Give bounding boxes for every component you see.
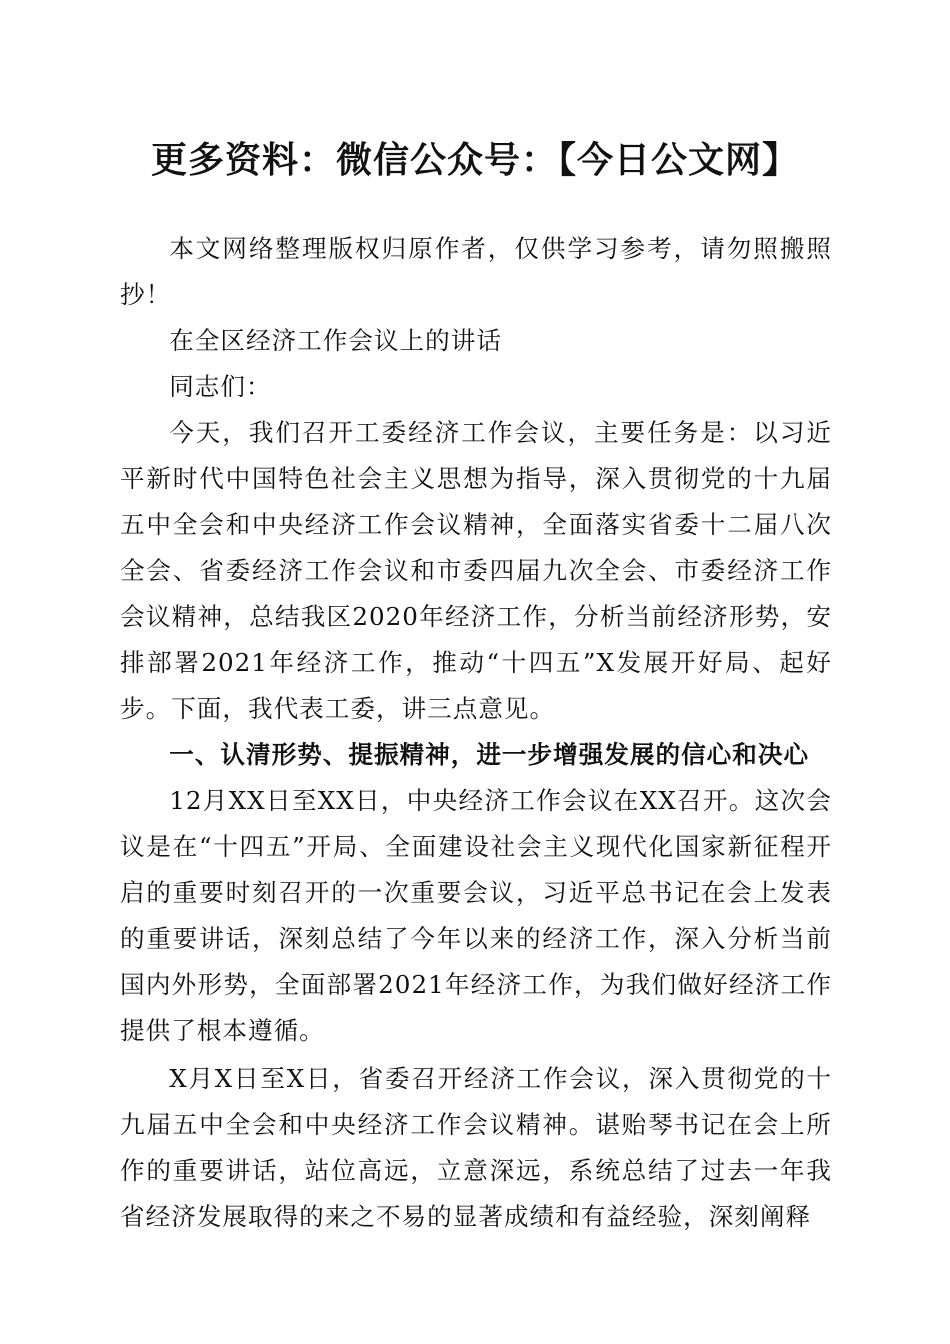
- section-heading: 一、认清形势、提振精神，进一步增强发展的信心和决心: [169, 740, 810, 769]
- salutation: 同志们：: [169, 372, 272, 401]
- paragraph: X月X日至X日，省委召开经济工作会议，深入贯彻党的十九届五中全会和中央经济工作会议精神。谌贻琴书记在会上所作的重要讲话，站位高远，立意深远，系统总结了过去一年我省经济发展取得的来之不易的显著成绩和有益经验，深刻阐释: [120, 1064, 832, 1231]
- document-title: 在全区经济工作会议上的讲话: [169, 326, 502, 355]
- document-body: [120, 226, 832, 1240]
- copyright-notice: 本文网络整理版权归原作者，仅供学习参考，请勿照搬照抄！: [120, 234, 832, 309]
- paragraph: 12月XX日至XX日，中央经济工作会议在XX召开。这次会议是在“十四五”开局、全面建设社会主义现代化国家新征程开启的重要时刻召开的一次重要会议，习近平总书记在会上发表的重要讲话，深刻总结了今年以来的经济工作，深入分析当前国内外形势，全面部署2021年经济工作，为我们做好经济工作提供了根本遵循。: [120, 786, 832, 1045]
- page-header-title: 更多资料：微信公众号：【今日公文网】: [150, 139, 799, 181]
- paragraph: 今天，我们召开工委经济工作会议，主要任务是：以习近平新时代中国特色社会主义思想为指导，深入贯彻党的十九届五中全会和中央经济工作会议精神，全面落实省委十二届八次全会、省委经济工作会议和市委四届九次全会、市委经济工作会议精神，总结我区2020年经济工作，分析当前经济形势，安排部署2021年经济工作，推动“十四五”X发展开好局、起好步。下面，我代表工委，讲三点意见。: [120, 418, 832, 723]
